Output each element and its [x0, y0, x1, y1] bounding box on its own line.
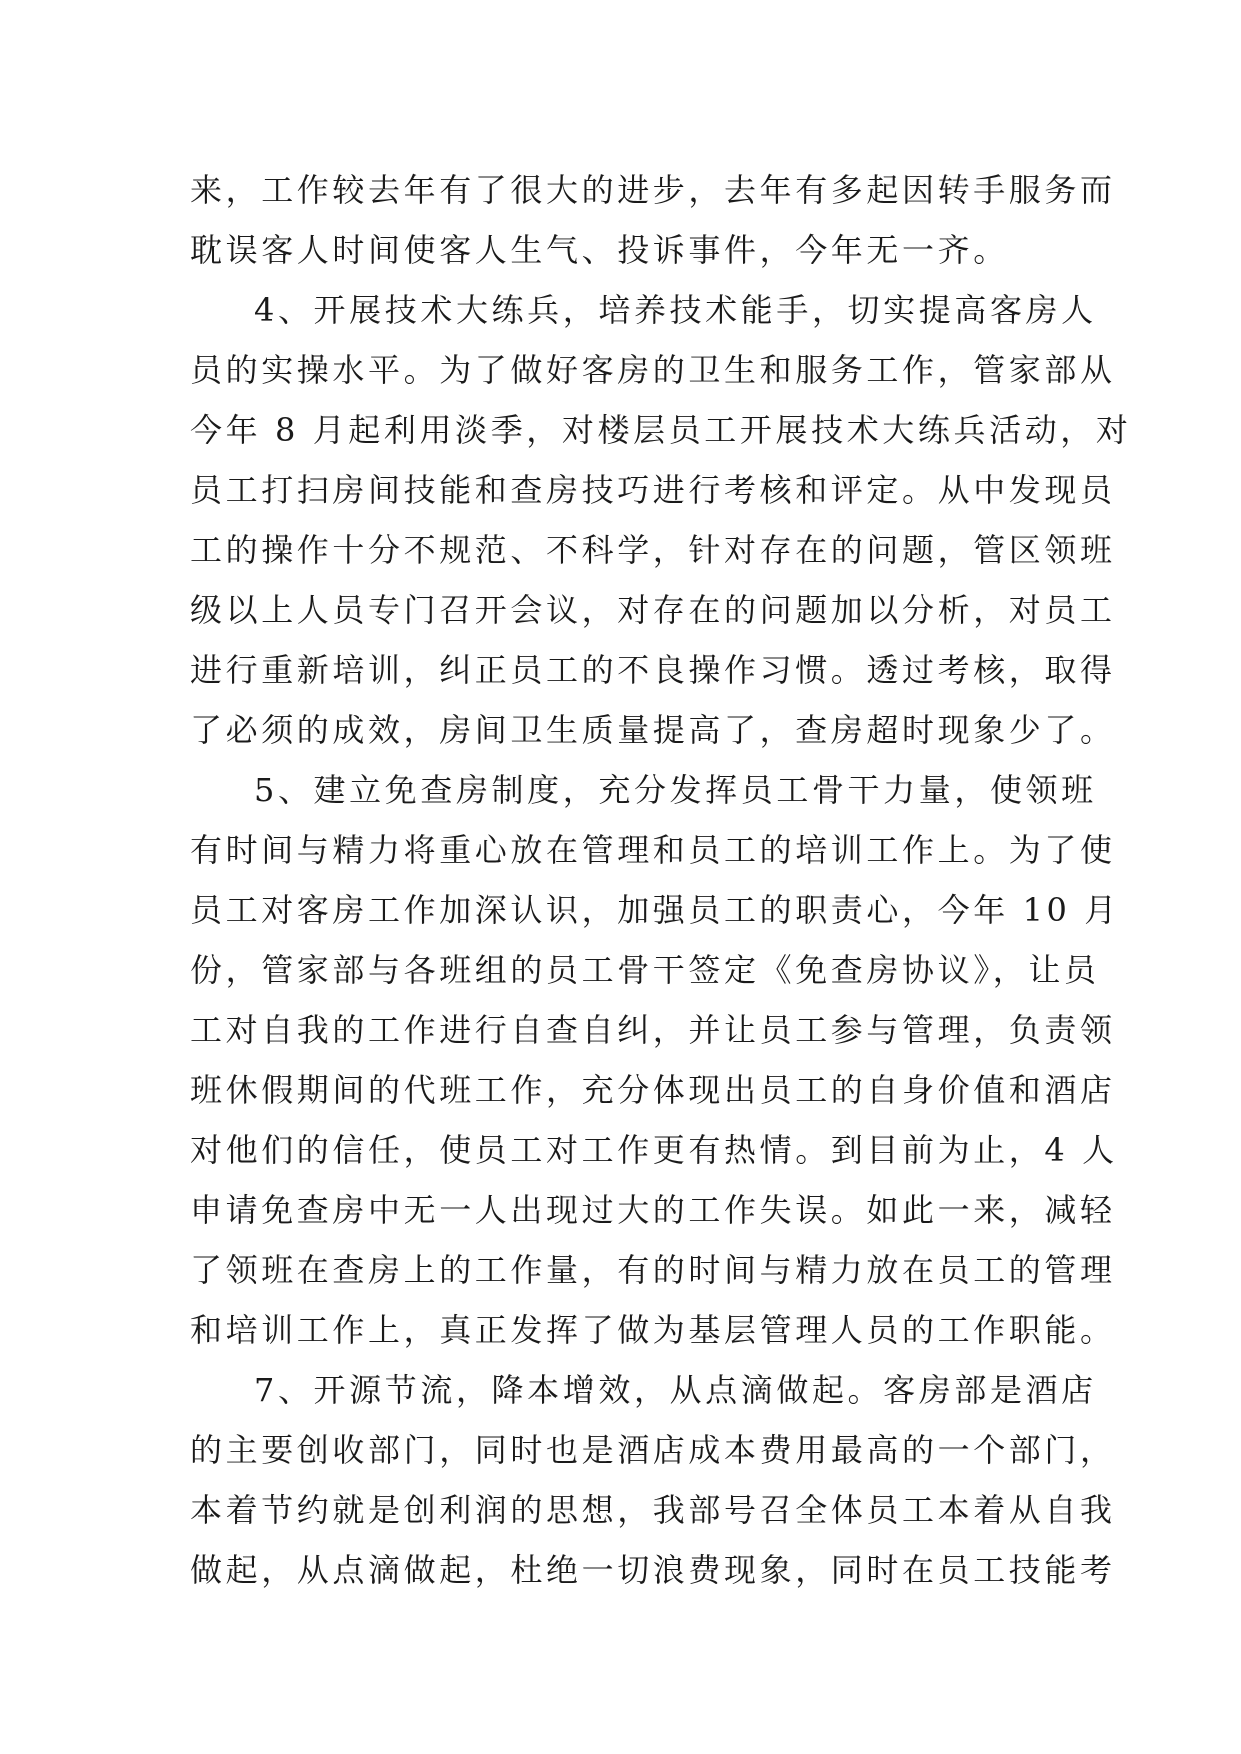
text-line: 工对自我的工作进行自查自纠，并让员工参与管理，负责领 — [190, 1011, 1116, 1049]
text-line: 员工打扫房间技能和查房技巧进行考核和评定。从中发现员 — [190, 471, 1116, 509]
paragraph-first-line: 5、建立免查房制度，充分发挥员工骨干力量，使领班 — [254, 771, 1097, 809]
text-line: 了领班在查房上的工作量，有的时间与精力放在员工的管理 — [190, 1251, 1116, 1289]
text-line: 和培训工作上，真正发挥了做为基层管理人员的工作职能。 — [190, 1311, 1116, 1349]
text-line: 来，工作较去年有了很大的进步，去年有多起因转手服务而 — [190, 171, 1116, 209]
text-line: 的主要创收部门，同时也是酒店成本费用最高的一个部门， — [190, 1431, 1116, 1469]
paragraph-first-line: 7、开源节流，降本增效，从点滴做起。客房部是酒店 — [254, 1371, 1097, 1409]
paragraph-first-line: 4、开展技术大练兵，培养技术能手，切实提高客房人 — [254, 291, 1097, 329]
text-line: 做起，从点滴做起，杜绝一切浪费现象，同时在员工技能考 — [190, 1551, 1116, 1589]
text-line: 进行重新培训，纠正员工的不良操作习惯。透过考核，取得 — [190, 651, 1116, 689]
text-line: 班休假期间的代班工作，充分体现出员工的自身价值和酒店 — [190, 1071, 1116, 1109]
text-line: 工的操作十分不规范、不科学，针对存在的问题，管区领班 — [190, 531, 1116, 569]
text-line: 对他们的信任，使员工对工作更有热情。到目前为止，4 人 — [190, 1131, 1118, 1169]
text-line: 今年 8 月起利用淡季，对楼层员工开展技术大练兵活动，对 — [190, 411, 1132, 449]
text-line: 了必须的成效，房间卫生质量提高了，查房超时现象少了。 — [190, 711, 1116, 749]
text-line: 申请免查房中无一人出现过大的工作失误。如此一来，减轻 — [190, 1191, 1116, 1229]
text-line: 级以上人员专门召开会议，对存在的问题加以分析，对员工 — [190, 591, 1116, 629]
text-line: 耽误客人时间使客人生气、投诉事件，今年无一齐。 — [190, 231, 1009, 269]
text-line: 员的实操水平。为了做好客房的卫生和服务工作，管家部从 — [190, 351, 1116, 389]
text-line: 本着节约就是创利润的思想，我部号召全体员工本着从自我 — [190, 1491, 1116, 1529]
text-line: 员工对客房工作加深认识，加强员工的职责心，今年 10 月 — [190, 891, 1120, 929]
body-text — [190, 160, 1132, 1600]
text-line: 份，管家部与各班组的员工骨干签定《免查房协议》，让员 — [190, 951, 1100, 989]
text-line: 有时间与精力将重心放在管理和员工的培训工作上。为了使 — [190, 831, 1116, 869]
